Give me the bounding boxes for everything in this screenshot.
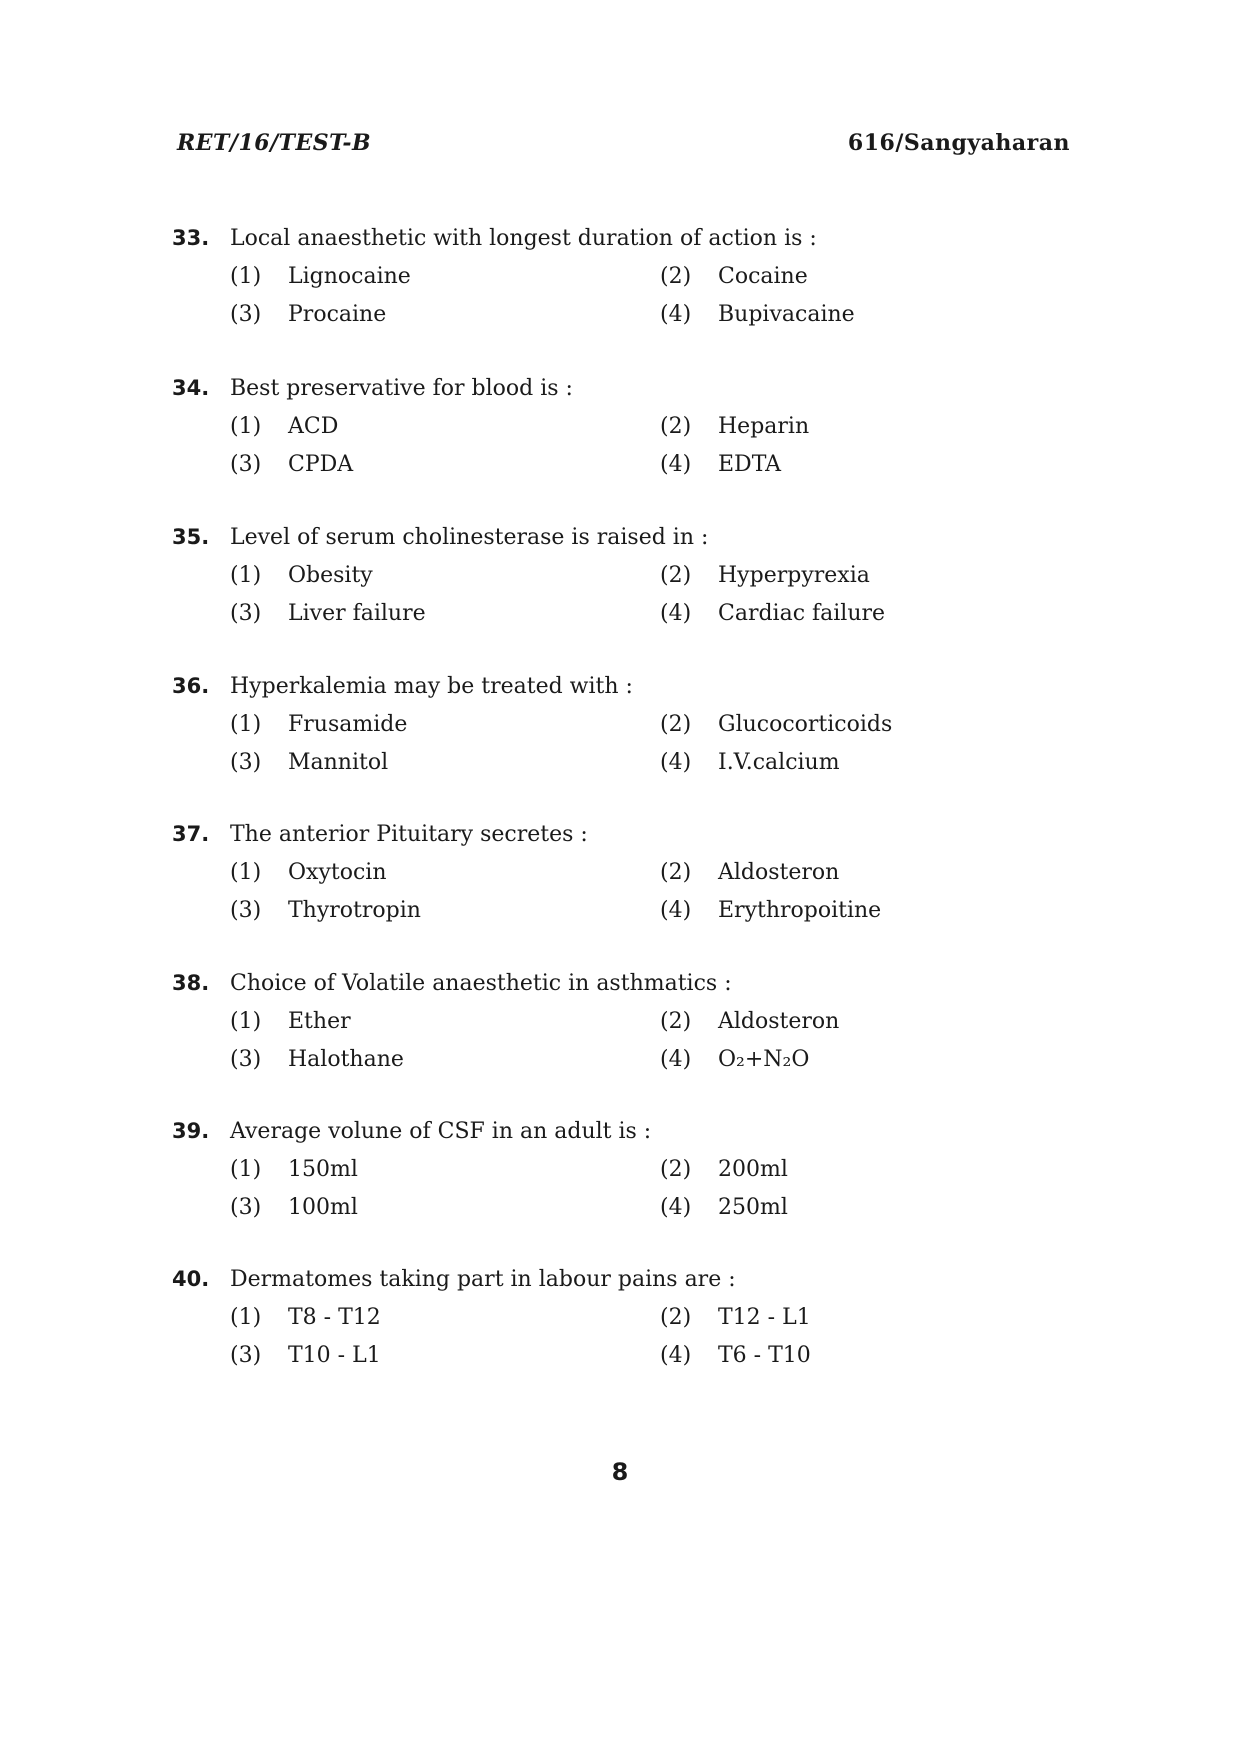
page-number: 8 <box>611 1458 629 1486</box>
option-2: (2) Heparin <box>660 414 810 439</box>
question-35 <box>172 517 1072 635</box>
option-1: (1) 150ml <box>230 1157 358 1182</box>
question-number: 37. <box>172 822 210 846</box>
question-36 <box>172 666 1072 784</box>
option-1: (1) T8 - T12 <box>230 1305 381 1330</box>
option-1: (1) Oxytocin <box>230 860 387 885</box>
option-3: (3) Halothane <box>230 1047 404 1072</box>
question-38 <box>172 963 1072 1081</box>
option-2: (2) Hyperpyrexia <box>660 563 870 588</box>
question-33 <box>172 218 1072 336</box>
question-text: Average volune of CSF in an adult is : <box>230 1119 652 1144</box>
option-4: (4) O₂+N₂O <box>660 1047 810 1072</box>
question-number: 34. <box>172 376 210 400</box>
question-number: 40. <box>172 1267 210 1291</box>
question-number: 33. <box>172 226 210 250</box>
option-1: (1) Frusamide <box>230 712 408 737</box>
question-number: 36. <box>172 674 210 698</box>
option-3: (3) CPDA <box>230 452 354 477</box>
question-39 <box>172 1111 1072 1229</box>
question-number: 35. <box>172 525 210 549</box>
option-1: (1) Ether <box>230 1009 351 1034</box>
question-text: Dermatomes taking part in labour pains are : <box>230 1267 736 1292</box>
option-3: (3) Thyrotropin <box>230 898 421 923</box>
option-2: (2) Cocaine <box>660 264 808 289</box>
question-text: Hyperkalemia may be treated with : <box>230 674 633 699</box>
question-text: Level of serum cholinesterase is raised in : <box>230 525 709 550</box>
question-text: Best preservative for blood is : <box>230 376 573 401</box>
option-3: (3) Procaine <box>230 302 387 327</box>
option-4: (4) I.V.calcium <box>660 750 840 775</box>
question-40 <box>172 1259 1072 1377</box>
option-2: (2) T12 - L1 <box>660 1305 811 1330</box>
option-3: (3) Mannitol <box>230 750 389 775</box>
option-2: (2) Aldosteron <box>660 860 840 885</box>
question-number: 38. <box>172 971 210 995</box>
question-text: Local anaesthetic with longest duration of action is : <box>230 226 817 251</box>
question-37 <box>172 814 1072 932</box>
option-4: (4) Bupivacaine <box>660 302 855 327</box>
test-code-header: RET/16/TEST-B <box>177 130 372 156</box>
option-2: (2) Glucocorticoids <box>660 712 893 737</box>
option-1: (1) Obesity <box>230 563 373 588</box>
option-3: (3) T10 - L1 <box>230 1343 381 1368</box>
question-34 <box>172 368 1072 486</box>
question-text: The anterior Pituitary secretes : <box>230 822 588 847</box>
option-1: (1) ACD <box>230 414 339 439</box>
question-number: 39. <box>172 1119 210 1143</box>
option-1: (1) Lignocaine <box>230 264 411 289</box>
option-4: (4) EDTA <box>660 452 782 477</box>
option-2: (2) 200ml <box>660 1157 788 1182</box>
option-2: (2) Aldosteron <box>660 1009 840 1034</box>
option-4: (4) T6 - T10 <box>660 1343 811 1368</box>
option-4: (4) 250ml <box>660 1195 788 1220</box>
subject-code-header: 616/Sangyaharan <box>847 130 1070 156</box>
question-text: Choice of Volatile anaesthetic in asthmatics : <box>230 971 732 996</box>
option-4: (4) Erythropoitine <box>660 898 882 923</box>
option-3: (3) 100ml <box>230 1195 358 1220</box>
option-3: (3) Liver failure <box>230 601 426 626</box>
option-4: (4) Cardiac failure <box>660 601 886 626</box>
